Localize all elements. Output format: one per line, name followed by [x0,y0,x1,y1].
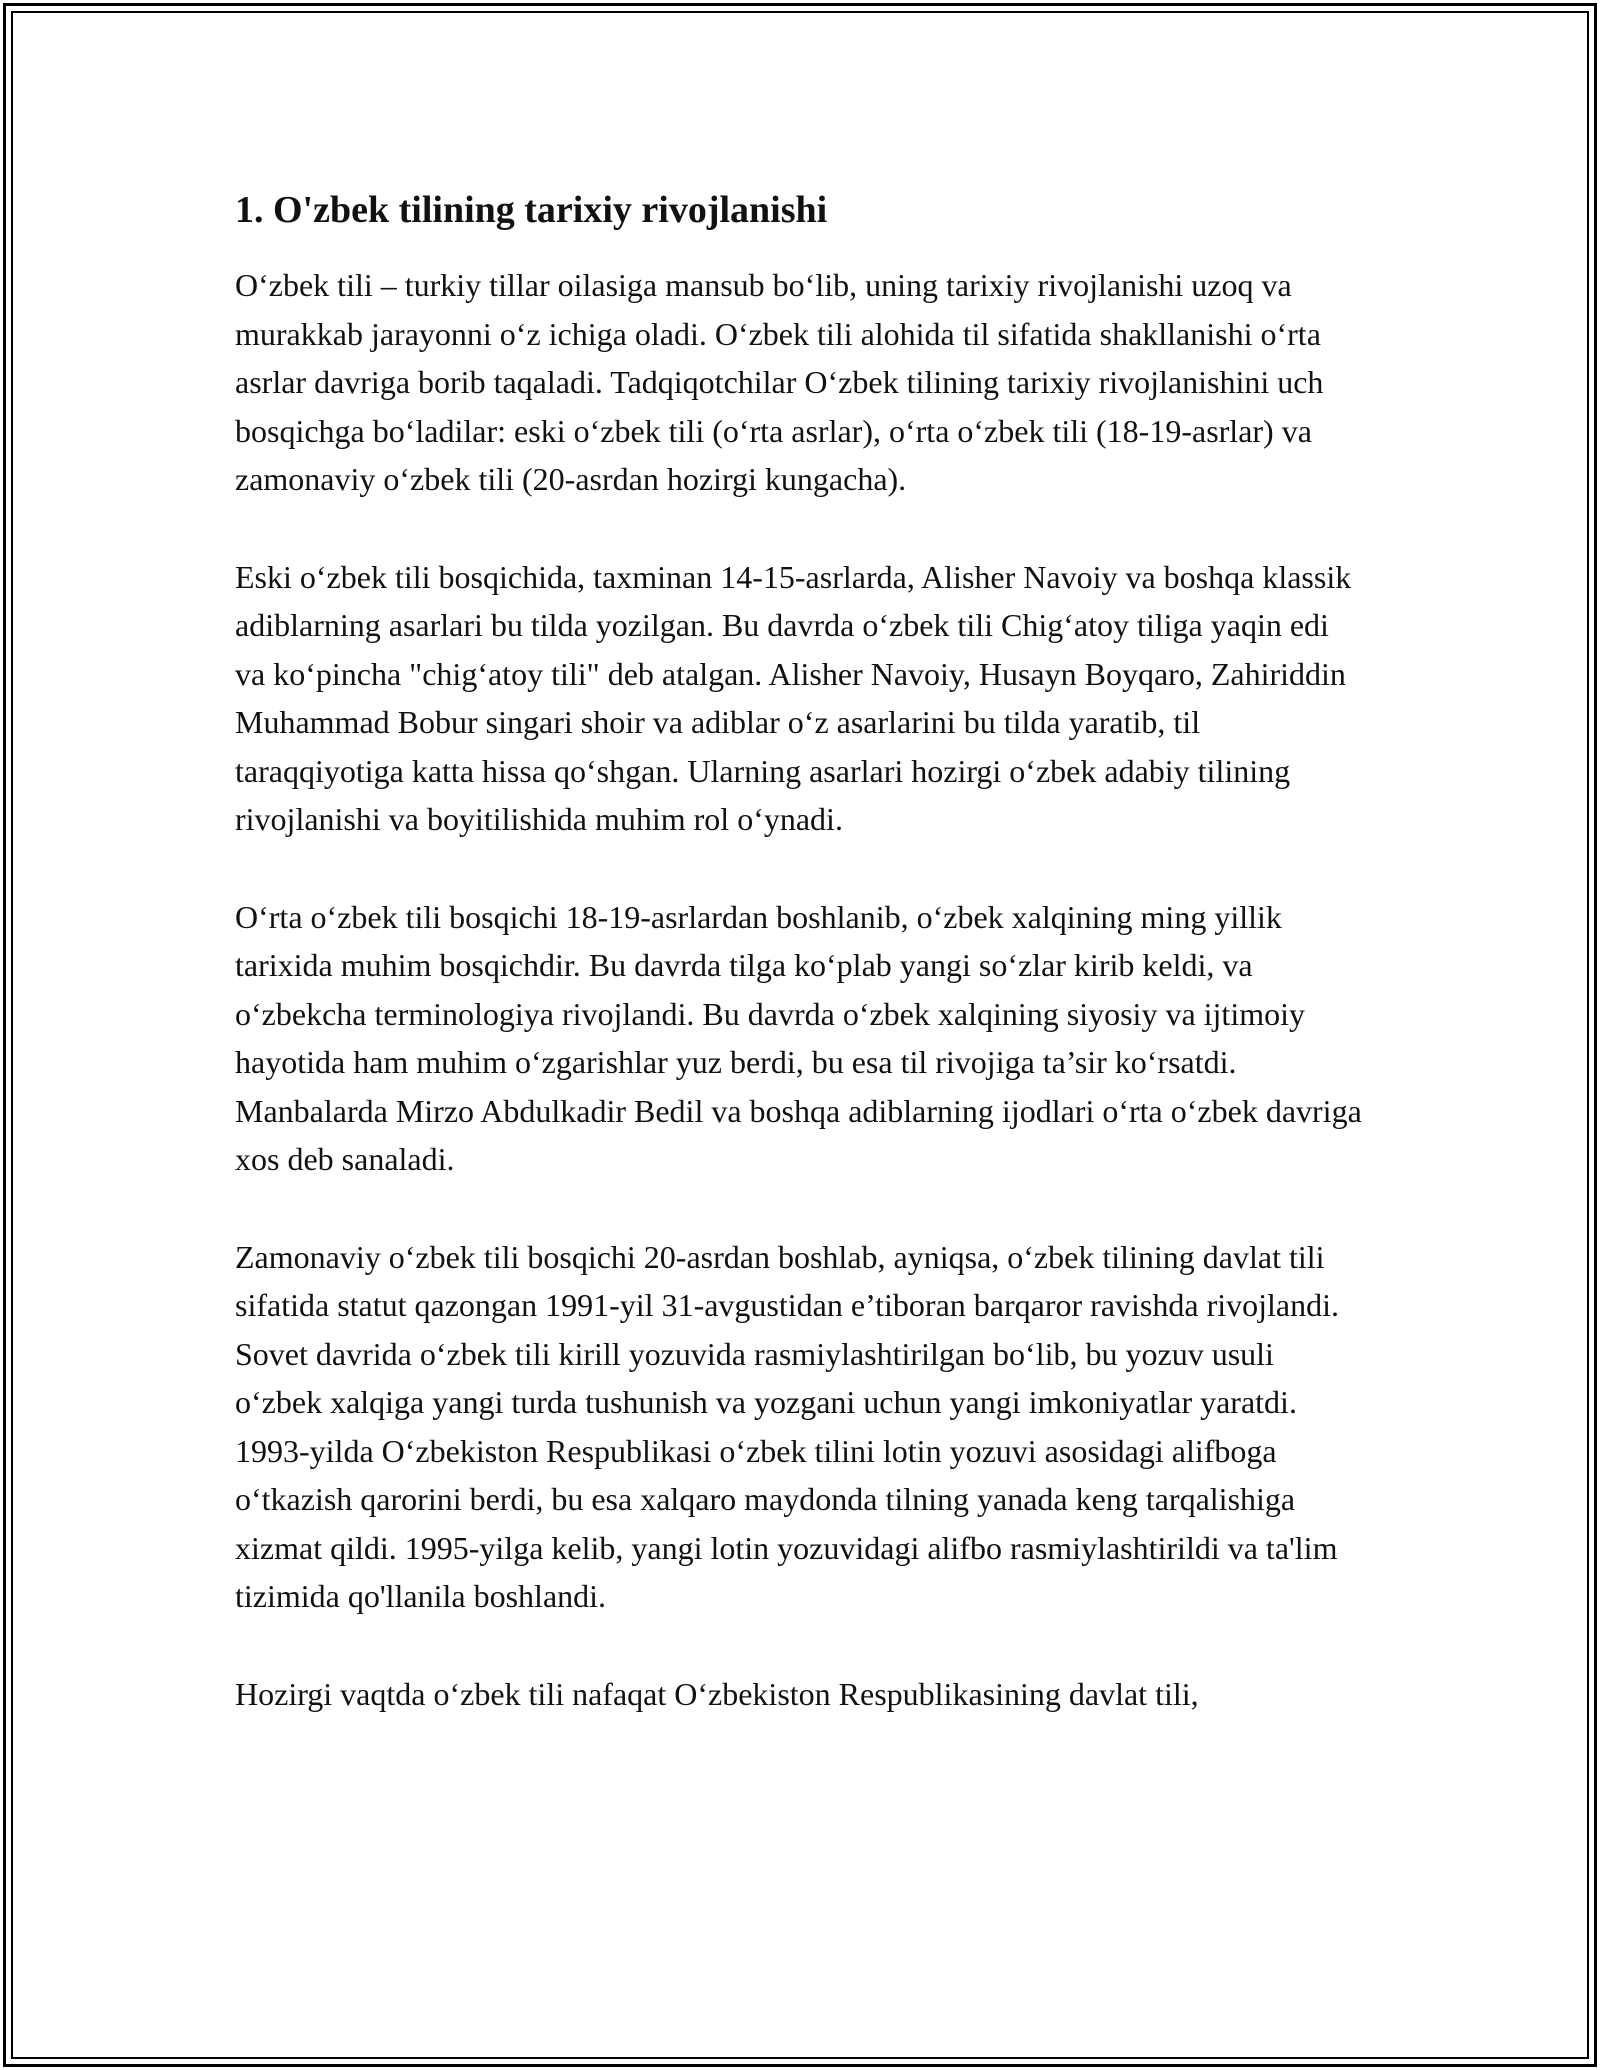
section-heading: 1. O'zbek tilining tarixiy rivojlanishi [235,189,828,231]
paragraph-present-day: Hozirgi vaqtda o‘zbek tili nafaqat O‘zbekiston Respublikasining davlat tili, [235,1675,1199,1712]
paragraph-history-overview: O‘zbek tili – turkiy tillar oilasiga mansub bo‘lib, uning tarixiy rivojlanishi uzoq va murakkab jarayonni o‘z ichiga oladi. O‘zbek tili alohida til sifatida shakllanishi o‘rta asrlar davriga borib taqaladi. Tadqiqotchilar O‘zbek tilining tarixiy rivojlanishini uch bosqichga bo‘ladilar: eski o‘zbek tili (o‘rta asrlar), o‘rta o‘zbek tili (18-19-asrlar) va zamonaviy o‘zbek tili (20-asrdan hozirgi kungacha). [235,267,1324,497]
paragraph-middle-uzbek: O‘rta o‘zbek tili bosqichi 18-19-asrlardan boshlanib, o‘zbek xalqining ming yillik tarixida muhim bosqichdir. Bu davrda tilga ko‘plab yangi so‘zlar kirib keldi, va o‘zbekcha terminologiya rivojlandi. Bu davrda o‘zbek xalqining siyosiy va ijtimoiy hayotida ham muhim o‘zgarishlar yuz berdi, bu esa til rivojiga ta’sir ko‘rsatdi. Manbalarda Mirzo Abdulkadir Bedil va boshqa adiblarning ijodlari o‘rta o‘zbek davriga xos deb sanaladi. [235,898,1362,1177]
paragraph-old-uzbek: Eski o‘zbek tili bosqichida, taxminan 14-15-asrlarda, Alisher Navoiy va boshqa klassik adiblarning asarlari bu tilda yozilgan. Bu davrda o‘zbek tili Chig‘atoy tiliga yaqin edi va ko‘pincha "chig‘atoy tili" deb atalgan. Alisher Navoiy, Husayn Boyqaro, Zahiriddin Muhammad Bobur singari shoir va adiblar o‘z asarlarini bu tilda yaratib, til taraqqiyotiga katta hissa qo‘shgan. Ularning asarlari hozirgi o‘zbek adabiy tilining rivojlanishi va boyitilishida muhim rol o‘ynadi. [235,558,1352,837]
document-body [235,185,1365,1767]
paragraph-modern-uzbek: Zamonaviy o‘zbek tili bosqichi 20-asrdan boshlab, ayniqsa, o‘zbek tilining davlat tili sifatida statut qazongan 1991-yil 31-avgustidan e’tiboran barqaror ravishda rivojlandi. Sovet davrida o‘zbek tili kirill yozuvida rasmiylashtirilgan bo‘lib, bu yozuv usuli o‘zbek xalqiga yangi turda tushunish va yozgani uchun yangi imkoniyatlar yaratdi. 1993-yilda O‘zbekiston Respublikasi o‘zbek tilini lotin yozuvi asosidagi alifboga o‘tkazish qarorini berdi, bu esa xalqaro maydonda tilning yanada keng tarqalishiga xizmat qildi. 1995-yilga kelib, yangi lotin yozuvidagi alifbo rasmiylashtirildi va ta'lim tizimida qo'llanila boshlandi. [235,1238,1339,1614]
